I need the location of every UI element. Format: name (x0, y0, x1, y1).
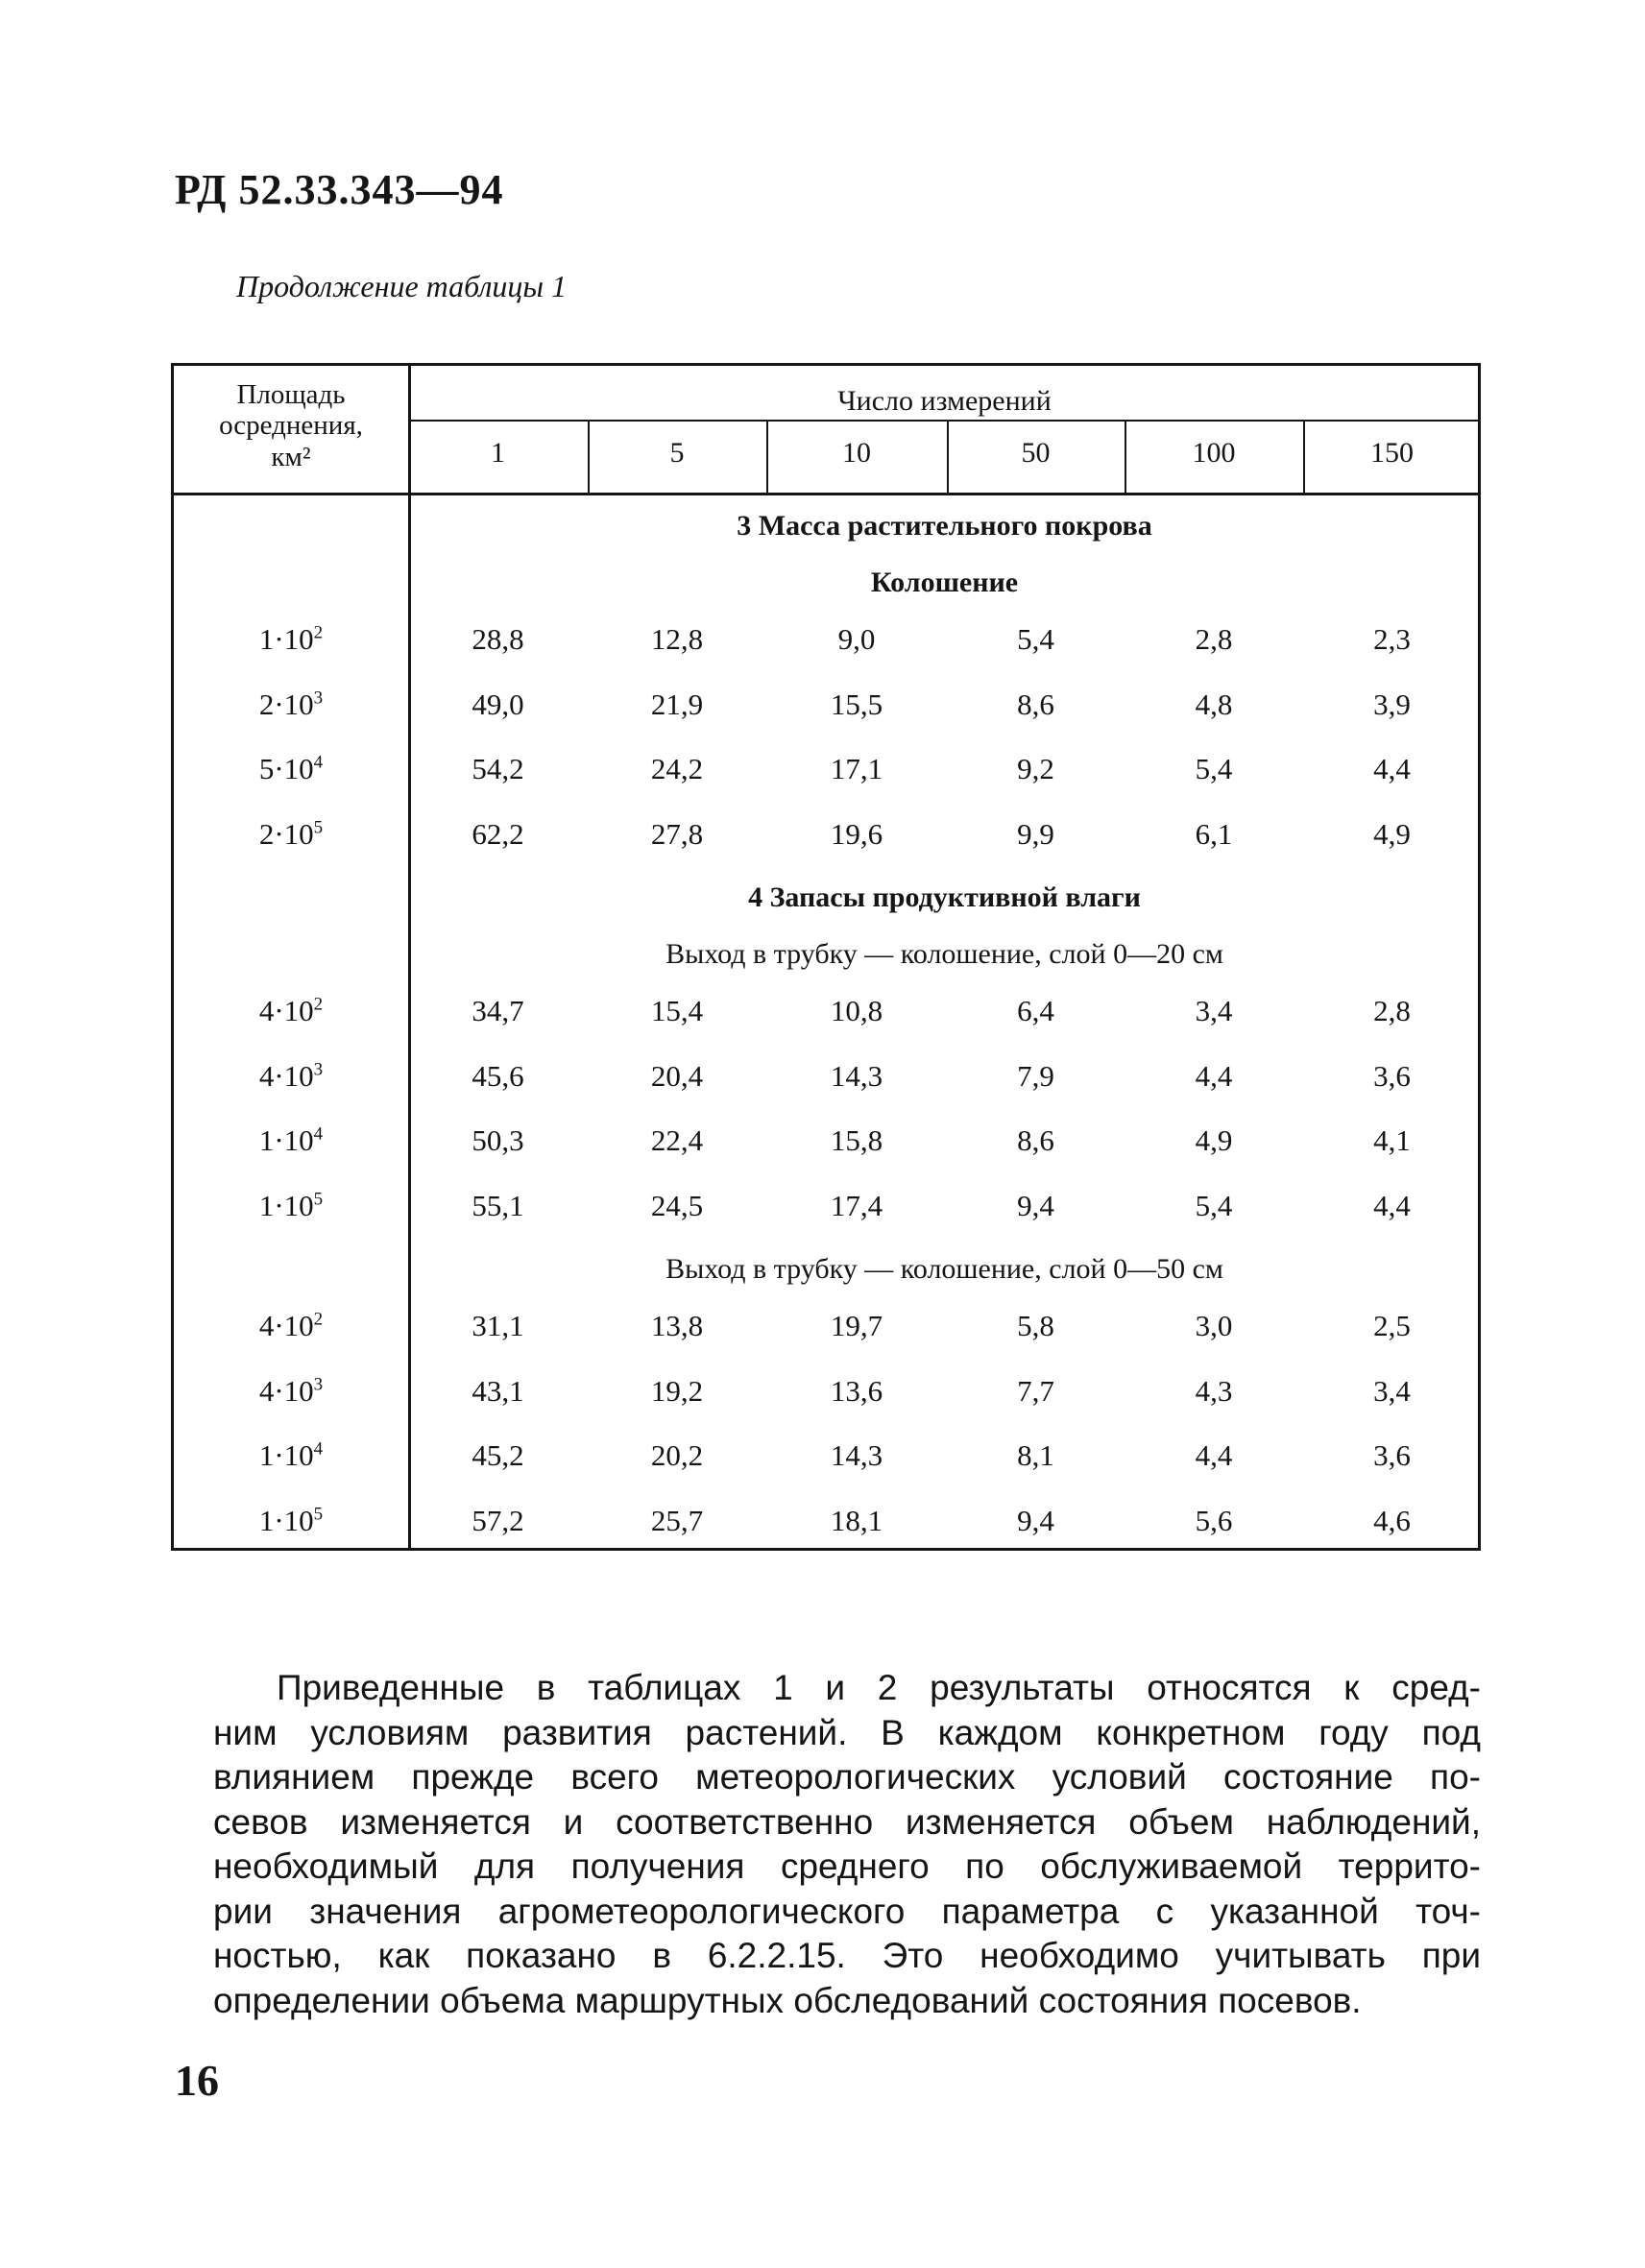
section-title: 3 Масса растительного покрова (737, 510, 1152, 542)
value-cell: 2,3 (1373, 622, 1411, 656)
value-cell: 13,8 (650, 1309, 704, 1342)
value-cell: 20,2 (650, 1438, 704, 1472)
area-value (174, 817, 408, 852)
count-header: Число измерений (837, 385, 1052, 417)
area-base: 2·10 (258, 816, 314, 851)
value-cell: 17,1 (830, 752, 883, 785)
value-cell: 54,2 (472, 752, 524, 785)
value-cell: 2,5 (1373, 1309, 1411, 1342)
column-header-divider (766, 421, 768, 494)
value-cell: 9,2 (1017, 752, 1054, 785)
page-number: 16 (175, 2056, 219, 2105)
value-cell: 4,4 (1195, 1438, 1233, 1472)
area-base: 2·10 (258, 687, 314, 721)
value-cell: 50,3 (472, 1123, 524, 1157)
area-exponent: 3 (313, 1059, 324, 1080)
table-row (174, 1123, 1481, 1170)
body-paragraph (213, 1666, 1481, 2023)
value-cell: 5,8 (1017, 1309, 1054, 1342)
value-cell: 3,6 (1373, 1058, 1411, 1093)
value-cell: 21,9 (650, 687, 704, 721)
area-exponent: 3 (313, 688, 324, 709)
paragraph-line: севов изменяется и соответственно изменяется объем наблюдений, (213, 1801, 1481, 1842)
value-cell: 22,4 (650, 1123, 704, 1157)
table-row (174, 1438, 1481, 1484)
column-header-divider (1303, 421, 1305, 494)
table-row (174, 1309, 1481, 1355)
area-column-divider (408, 366, 411, 1551)
section-subtitle: Колошение (870, 567, 1019, 598)
data-table (171, 363, 1481, 1551)
area-base: 1·10 (258, 622, 314, 656)
area-base: 1·10 (258, 1503, 314, 1537)
value-cell: 19,6 (830, 816, 883, 851)
table-caption: Продолжение таблицы 1 (236, 269, 568, 303)
column-header-100: 100 (1192, 437, 1236, 469)
value-cell: 62,2 (472, 816, 524, 851)
value-cell: 24,5 (650, 1188, 704, 1222)
area-exponent: 5 (313, 1504, 324, 1525)
value-cell: 31,1 (472, 1309, 524, 1342)
value-cell: 2,8 (1195, 622, 1233, 656)
area-header-line-1: Площадь (236, 379, 346, 410)
value-cell: 4,4 (1373, 752, 1411, 785)
header-bottom-rule (174, 493, 1481, 495)
area-value (174, 1374, 408, 1409)
value-cell: 15,5 (830, 687, 883, 721)
column-header-10: 10 (842, 437, 871, 469)
paragraph-line: влиянием прежде всего метеорологических условий состояние по- (213, 1757, 1481, 1797)
value-cell: 45,6 (472, 1058, 524, 1093)
value-cell: 49,0 (472, 687, 524, 721)
value-cell: 45,2 (472, 1438, 524, 1472)
table-row (174, 752, 1481, 798)
value-cell: 55,1 (472, 1188, 524, 1222)
value-cell: 27,8 (650, 816, 704, 851)
column-header-divider (1125, 421, 1126, 494)
value-cell: 9,9 (1017, 816, 1054, 851)
paragraph-line: необходимый для получения среднего по обслуживаемой террито- (213, 1846, 1481, 1886)
value-cell: 4,1 (1373, 1123, 1411, 1157)
table-row (174, 994, 1481, 1040)
table-row (174, 1189, 1481, 1235)
value-cell: 9,4 (1017, 1503, 1054, 1537)
table-row (174, 1504, 1481, 1550)
value-cell: 8,1 (1017, 1438, 1054, 1472)
section-subtitle: Выход в трубку — колошение, слой 0—50 см (665, 1253, 1223, 1285)
value-cell: 7,7 (1017, 1373, 1054, 1408)
value-cell: 4,9 (1373, 816, 1411, 851)
area-exponent: 4 (313, 752, 324, 773)
value-cell: 5,4 (1195, 752, 1233, 785)
value-cell: 13,6 (830, 1373, 883, 1408)
value-cell: 15,4 (650, 994, 704, 1027)
value-cell: 4,3 (1195, 1373, 1233, 1408)
area-base: 4·10 (258, 1309, 314, 1342)
value-cell: 5,6 (1195, 1503, 1233, 1537)
value-cell: 15,8 (830, 1123, 883, 1157)
paragraph-line: определении объема маршрутных обследований состояния посевов. (213, 1980, 1362, 2020)
value-cell: 4,9 (1195, 1123, 1233, 1157)
value-cell: 4,8 (1195, 687, 1233, 721)
value-cell: 10,8 (830, 994, 883, 1027)
value-cell: 3,9 (1373, 687, 1411, 721)
value-cell: 25,7 (650, 1503, 704, 1537)
area-base: 4·10 (258, 1058, 314, 1093)
value-cell: 8,6 (1017, 687, 1054, 721)
value-cell: 3,6 (1373, 1438, 1411, 1472)
area-value (174, 1438, 408, 1473)
value-cell: 19,7 (830, 1309, 883, 1342)
area-header-line-2: осреднения, (219, 410, 363, 442)
area-header-line-3: км² (271, 441, 311, 472)
paragraph-line: рии значения агрометеорологического параметра с указанной точ- (213, 1891, 1481, 1931)
area-value (174, 994, 408, 1028)
value-cell: 34,7 (472, 994, 524, 1027)
table-row (174, 817, 1481, 863)
value-cell: 5,4 (1017, 622, 1054, 656)
value-cell: 2,8 (1373, 994, 1411, 1027)
section-subtitle: Выход в трубку — колошение, слой 0—20 см (665, 938, 1223, 970)
area-base: 1·10 (258, 1438, 314, 1472)
value-cell: 6,1 (1195, 816, 1233, 851)
value-cell: 17,4 (830, 1188, 883, 1222)
table-row (174, 1374, 1481, 1420)
value-cell: 4,6 (1373, 1503, 1411, 1537)
value-cell: 6,4 (1017, 994, 1054, 1027)
value-cell: 57,2 (472, 1503, 524, 1537)
area-exponent: 4 (313, 1123, 324, 1145)
area-value (174, 1123, 408, 1158)
area-exponent: 5 (313, 1189, 324, 1210)
value-cell: 20,4 (650, 1058, 704, 1093)
value-cell: 4,4 (1195, 1058, 1233, 1093)
area-exponent: 2 (313, 1309, 324, 1330)
value-cell: 9,0 (837, 622, 876, 656)
value-cell: 24,2 (650, 752, 704, 785)
area-base: 4·10 (258, 994, 314, 1027)
value-cell: 43,1 (472, 1373, 524, 1408)
column-header-50: 50 (1021, 437, 1051, 469)
area-exponent: 3 (313, 1374, 324, 1395)
value-cell: 3,0 (1195, 1309, 1233, 1342)
area-value (174, 688, 408, 722)
area-value (174, 1189, 408, 1223)
value-cell: 5,4 (1195, 1188, 1233, 1222)
value-cell: 3,4 (1195, 994, 1233, 1027)
area-value (174, 622, 408, 657)
section-title: 4 Запасы продуктивной влаги (748, 881, 1141, 913)
value-cell: 14,3 (830, 1058, 883, 1093)
paragraph-line: Приведенные в таблицах 1 и 2 результаты относятся к сред- (277, 1668, 1481, 1707)
value-cell: 28,8 (472, 622, 524, 656)
area-exponent: 2 (313, 994, 324, 1015)
area-value (174, 1309, 408, 1343)
area-value (174, 1504, 408, 1538)
document-code: РД 52.33.343—94 (175, 166, 504, 213)
value-cell: 12,8 (650, 622, 704, 656)
column-header-divider (588, 421, 590, 494)
column-header-5: 5 (669, 437, 685, 469)
header-subdivider (408, 420, 1481, 422)
area-column-header (174, 379, 408, 472)
value-cell: 9,4 (1017, 1188, 1054, 1222)
value-cell: 18,1 (830, 1503, 883, 1537)
area-value (174, 752, 408, 786)
value-cell: 19,2 (650, 1373, 704, 1408)
value-cell: 7,9 (1017, 1058, 1054, 1093)
column-header-1: 1 (491, 437, 505, 469)
table-row (174, 688, 1481, 734)
area-exponent: 2 (313, 622, 324, 643)
value-cell: 3,4 (1373, 1373, 1411, 1408)
area-value (174, 1059, 408, 1094)
paragraph-line: ним условиям развития растений. В каждом конкретном году под (213, 1712, 1481, 1752)
area-base: 1·10 (258, 1123, 314, 1157)
area-exponent: 5 (313, 817, 324, 838)
area-base: 4·10 (258, 1373, 314, 1408)
column-header-150: 150 (1370, 437, 1414, 469)
column-header-divider (947, 421, 949, 494)
value-cell: 4,4 (1373, 1188, 1411, 1222)
paragraph-line: ностью, как показано в 6.2.2.15. Это необходимо учитывать при (213, 1936, 1481, 1975)
value-cell: 14,3 (830, 1438, 883, 1472)
value-cell: 8,6 (1017, 1123, 1054, 1157)
area-base: 1·10 (258, 1188, 314, 1222)
area-exponent: 4 (313, 1438, 324, 1460)
table-row (174, 1059, 1481, 1105)
table-row (174, 622, 1481, 668)
area-base: 5·10 (258, 752, 314, 785)
